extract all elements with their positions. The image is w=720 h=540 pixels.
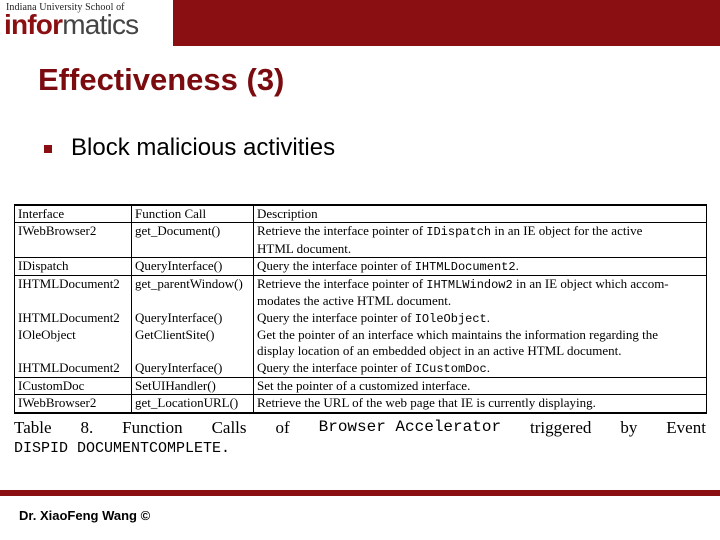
function-call-cell: QueryInterface() [132,257,254,275]
table-row [15,360,707,378]
caption-word: 8. [80,418,94,437]
slide-title: Effectiveness (3) [38,62,285,97]
caption-word: triggered [530,418,592,437]
interface-cell: IWebBrowser2 [15,223,132,258]
function-call-cell: GetClientSite() [132,327,254,360]
caption-word: by [620,418,638,437]
caption-word: Event [666,418,706,437]
logo [0,0,176,46]
function-call-cell: get_LocationURL() [132,395,254,413]
description-cell: Set the pointer of a customized interface. [254,377,707,394]
bullet-text: Block malicious activities [71,134,336,161]
caption-word: of [275,418,290,437]
table-caption [14,418,706,457]
footer-rule [0,490,720,496]
interface-cell: IDispatch [15,257,132,275]
table-header: Function Call [132,205,254,223]
caption-word: Browser Accelerator [318,418,502,436]
interface-cell: IHTMLDocument2 [15,310,132,327]
description-cell: Retrieve the interface pointer of IHTMLWindow2 in an IE object which accom- modates the active HTML document. [254,276,707,310]
table-row [15,395,707,413]
table-row [15,327,707,360]
description-cell: Query the interface pointer of ICustomDoc. [254,360,707,378]
description-cell: Retrieve the URL of the web page that IE is currently displaying. [254,395,707,413]
caption-line-2: DISPID DOCUMENTCOMPLETE. [14,440,231,457]
bullet-square-icon [44,145,52,153]
function-call-cell: get_parentWindow() [132,276,254,310]
interface-cell: IWebBrowser2 [15,395,132,413]
interface-cell: IOleObject [15,327,132,360]
description-cell: Retrieve the interface pointer of IDispatch in an IE object for the active HTML document. [254,223,707,258]
table-row [15,377,707,394]
interface-cell: IHTMLDocument2 [15,276,132,310]
description-cell: Query the interface pointer of IHTMLDocument2. [254,257,707,275]
table-row [15,257,707,275]
table-row [15,276,707,310]
description-cell: Query the interface pointer of IOleObject. [254,310,707,327]
function-call-cell: SetUIHandler() [132,377,254,394]
function-call-cell: QueryInterface() [132,360,254,378]
caption-word: Calls [211,418,247,437]
table-row [15,310,707,327]
footer-credit: Dr. XiaoFeng Wang © [19,508,151,523]
function-call-cell: get_Document() [132,223,254,258]
interface-cell: ICustomDoc [15,377,132,394]
function-call-cell: QueryInterface() [132,310,254,327]
logo-wordmark: informatics [4,9,139,40]
caption-word: Table [14,418,52,437]
table-header: Description [254,205,707,223]
table-header: Interface [15,205,132,223]
function-call-table [14,204,706,414]
interface-cell: IHTMLDocument2 [15,360,132,378]
table-row [15,223,707,258]
logo-subtitle: Indiana University School of [6,2,125,13]
description-cell: Get the pointer of an interface which maintains the information regarding the display location of an embedded object in an active HTML document. [254,327,707,360]
caption-word: Function [122,418,183,437]
